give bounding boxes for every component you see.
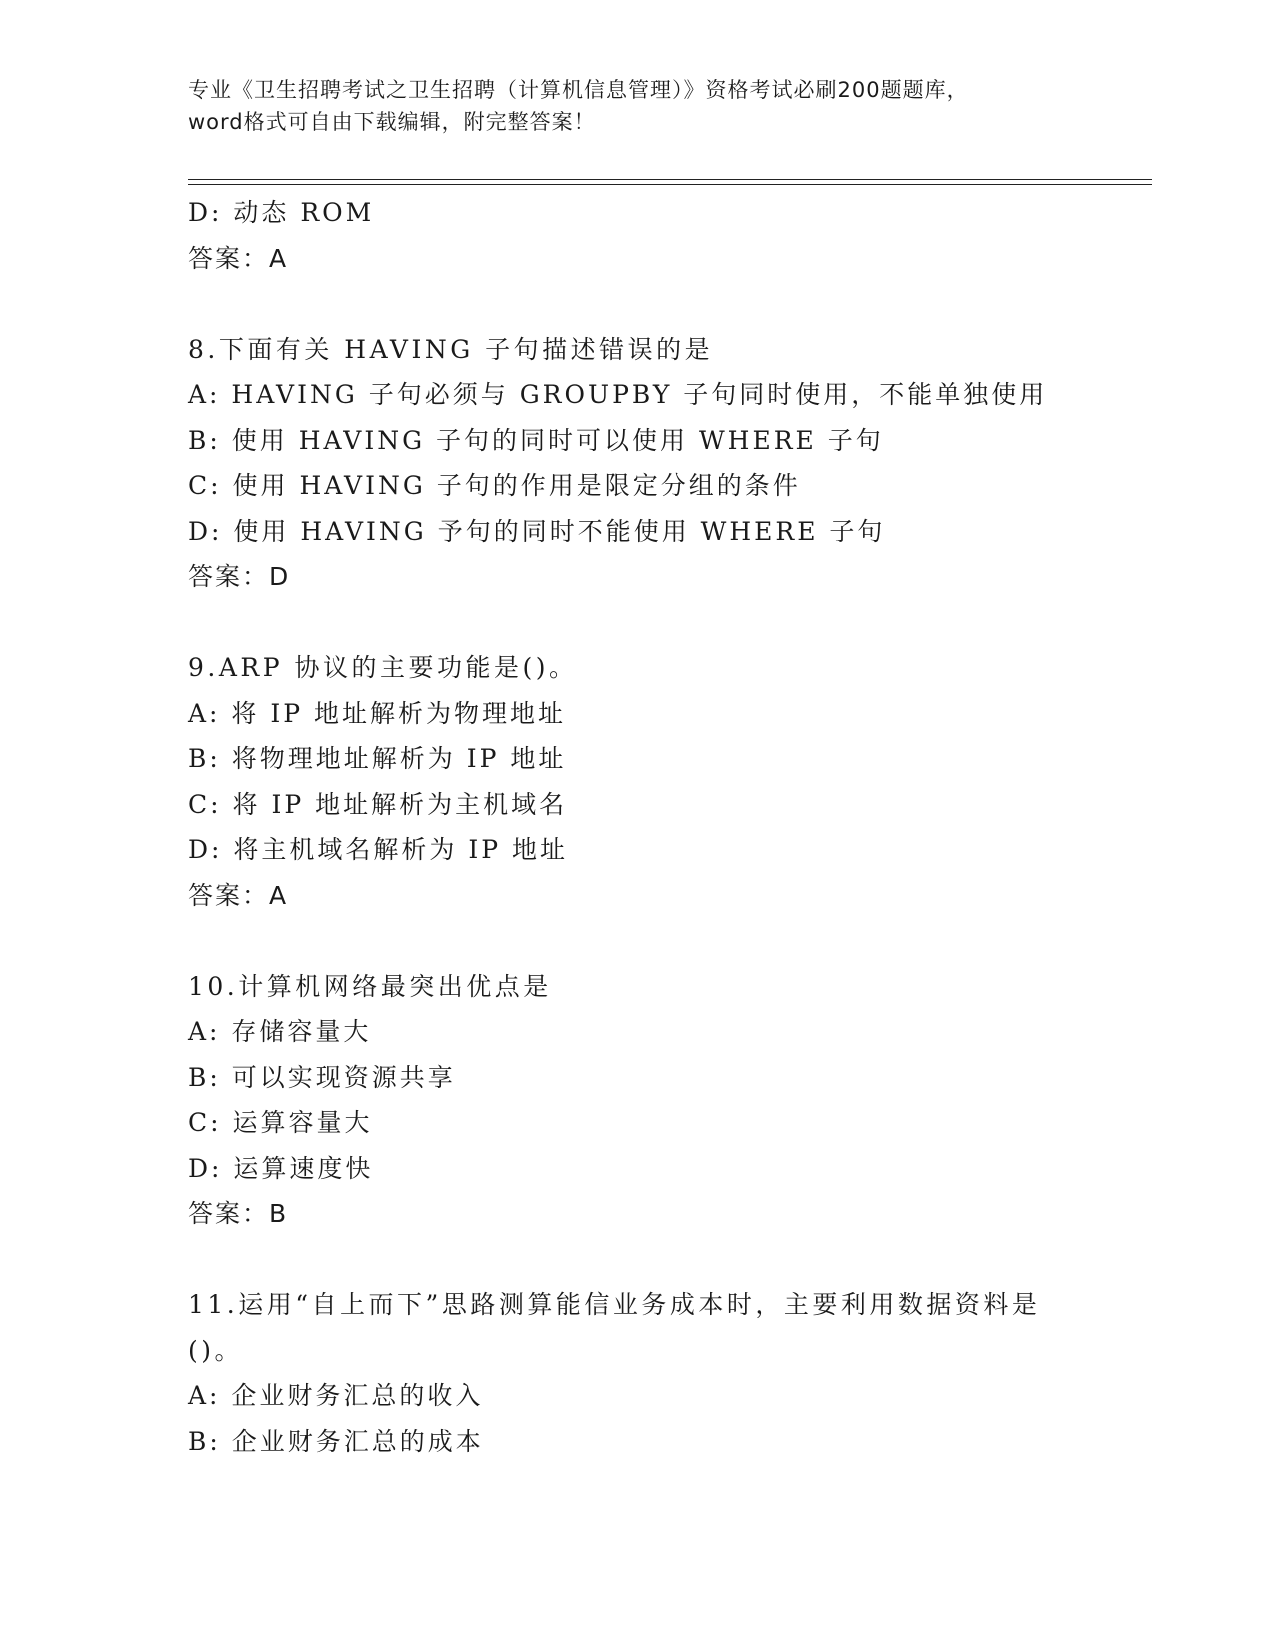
question-7-tail	[188, 190, 1148, 281]
document-header	[188, 74, 1088, 138]
answer: 答案：D	[188, 562, 291, 591]
header-divider-bottom	[188, 184, 1152, 185]
option-a: A: 企业财务汇总的收入	[188, 1381, 484, 1410]
option-d: D: 运算速度快	[188, 1153, 374, 1183]
header-line-2: word格式可自由下载编辑，附完整答案！	[188, 110, 596, 134]
question-8	[188, 327, 1148, 600]
option-c: C: 将 IP 地址解析为主机域名	[188, 789, 568, 819]
question-stem: 9.ARP 协议的主要功能是()。	[188, 653, 578, 682]
answer: 答案：A	[188, 880, 289, 910]
option-b: B: 使用 HAVING 子句的同时可以使用 WHERE 子句	[188, 425, 884, 455]
option-c: C: 使用 HAVING 子句的作用是限定分组的条件	[188, 471, 801, 500]
spacer	[188, 600, 1148, 646]
option-d: D: 动态 ROM	[188, 198, 375, 227]
question-stem-line-2: ()。	[188, 1335, 244, 1365]
option-c: C: 运算容量大	[188, 1108, 373, 1137]
question-stem: 10.计算机网络最突出优点是	[188, 971, 552, 1001]
header-divider-top	[188, 179, 1152, 180]
option-d: D: 使用 HAVING 予句的同时不能使用 WHERE 子句	[188, 516, 886, 546]
question-stem: 8.下面有关 HAVING 子句描述错误的是	[188, 334, 714, 364]
option-a: A: 存储容量大	[188, 1017, 372, 1046]
option-b: B: 将物理地址解析为 IP 地址	[188, 744, 567, 773]
option-b: B: 可以实现资源共享	[188, 1062, 456, 1092]
option-b: B: 企业财务汇总的成本	[188, 1426, 484, 1456]
option-a: A: HAVING 子句必须与 GROUPBY 子句同时使用，不能单独使用	[188, 380, 1048, 409]
option-a: A: 将 IP 地址解析为物理地址	[188, 698, 567, 728]
question-stem-line-1: 11.运用“自上而下”思路测算能信业务成本时，主要利用数据资料是	[188, 1290, 1041, 1319]
header-line-1: 专业《卫生招聘考试之卫生招聘（计算机信息管理）》资格考试必刷200题题库，	[188, 78, 969, 102]
answer: 答案：B	[188, 1199, 289, 1228]
option-d: D: 将主机域名解析为 IP 地址	[188, 835, 569, 864]
spacer	[188, 281, 1148, 327]
question-9	[188, 645, 1148, 918]
spacer	[188, 918, 1148, 964]
question-list	[188, 190, 1148, 1464]
question-10	[188, 964, 1148, 1237]
spacer	[188, 1237, 1148, 1283]
answer: 答案：A	[188, 243, 289, 273]
question-11	[188, 1282, 1148, 1464]
